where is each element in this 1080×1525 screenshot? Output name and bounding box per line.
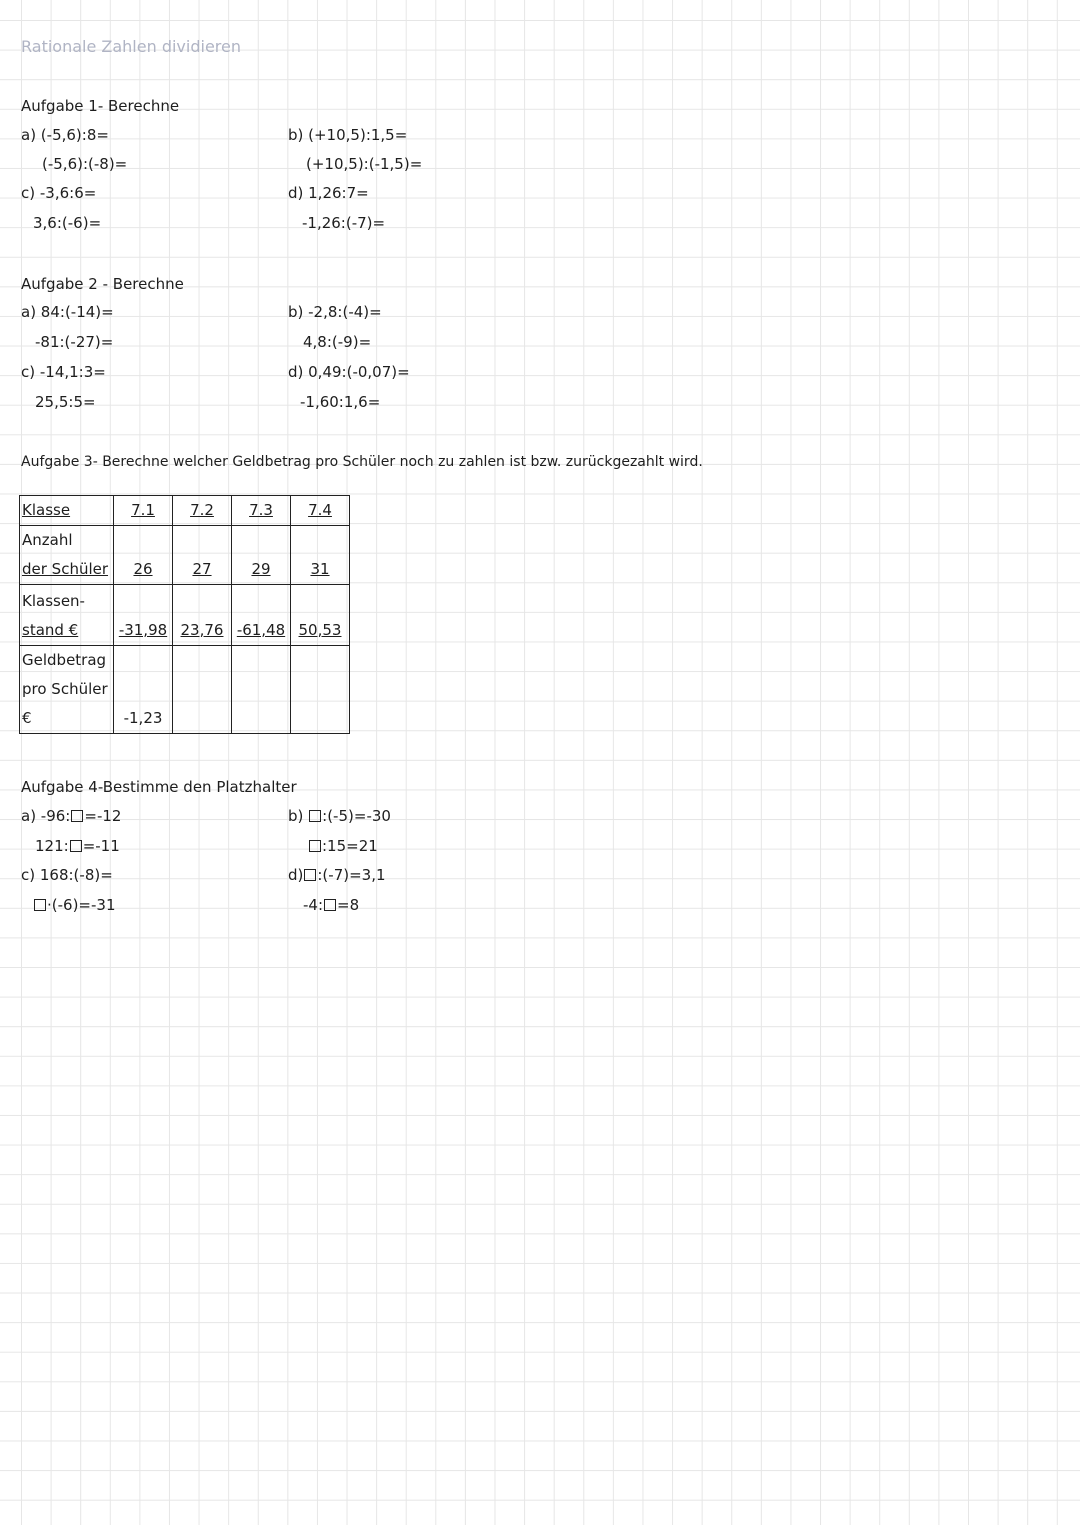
cell-betrag-4	[291, 646, 350, 734]
task4-d1: d) :(-7)=3,1	[288, 866, 386, 884]
placeholder-box-icon	[71, 810, 83, 822]
task1-c1: c) -3,6:6=	[21, 184, 97, 202]
task1-d1: d) 1,26:7=	[288, 184, 369, 202]
page-title: Rationale Zahlen dividieren	[21, 37, 241, 56]
task2-heading: Aufgabe 2 - Berechne	[21, 275, 184, 293]
task4-heading: Aufgabe 4-Bestimme den Platzhalter	[21, 778, 297, 796]
cell-anzahl-2: 27	[173, 526, 232, 585]
task1-a1: a) (-5,6):8=	[21, 126, 109, 144]
cell-stand-4: 50,53	[291, 585, 350, 646]
task4-c1: c) 168:(-8)=	[21, 866, 113, 884]
cell-anzahl-3: 29	[232, 526, 291, 585]
cell-klasse-2: 7.2	[173, 496, 232, 526]
row-label-geldbetrag: Geldbetrag pro Schüler €	[20, 646, 114, 734]
placeholder-box-icon	[34, 899, 46, 911]
task3-heading: Aufgabe 3- Berechne welcher Geldbetrag pro Schüler noch zu zahlen ist bzw. zurückgezahlt wird.	[21, 454, 703, 470]
cell-klasse-1: 7.1	[114, 496, 173, 526]
placeholder-box-icon	[324, 899, 336, 911]
cell-betrag-3	[232, 646, 291, 734]
cell-anzahl-4: 31	[291, 526, 350, 585]
task4-c2: ·(-6)=-31	[33, 896, 116, 914]
task2-c1: c) -14,1:3=	[21, 363, 106, 381]
table-row-anzahl	[20, 526, 350, 585]
table-row-klassenstand	[20, 585, 350, 646]
task4-a2: 121: =-11	[35, 837, 120, 855]
cell-stand-2: 23,76	[173, 585, 232, 646]
cell-stand-1: -31,98	[114, 585, 173, 646]
placeholder-box-icon	[304, 869, 316, 881]
task2-d2: -1,60:1,6=	[300, 393, 381, 411]
table-row-klasse	[20, 496, 350, 526]
cell-betrag-2	[173, 646, 232, 734]
task2-d1: d) 0,49:(-0,07)=	[288, 363, 410, 381]
cell-klasse-4: 7.4	[291, 496, 350, 526]
task2-a2: -81:(-27)=	[35, 333, 114, 351]
row-label-klasse: Klasse	[20, 496, 114, 526]
placeholder-box-icon	[70, 840, 82, 852]
cell-anzahl-1: 26	[114, 526, 173, 585]
task2-b2: 4,8:(-9)=	[303, 333, 372, 351]
task1-a2: (-5,6):(-8)=	[42, 155, 128, 173]
row-label-klassenstand: Klassen- stand €	[20, 585, 114, 646]
task1-b1: b) (+10,5):1,5=	[288, 126, 408, 144]
placeholder-box-icon	[309, 840, 321, 852]
table-row-geldbetrag	[20, 646, 350, 734]
task1-heading: Aufgabe 1- Berechne	[21, 97, 180, 115]
task4-b2: :15=21	[308, 837, 378, 855]
task1-c2: 3,6:(-6)=	[33, 214, 102, 232]
task1-b2: (+10,5):(-1,5)=	[306, 155, 423, 173]
class-money-table	[19, 495, 350, 734]
row-label-anzahl: Anzahl der Schüler	[20, 526, 114, 585]
task2-c2: 25,5:5=	[35, 393, 96, 411]
task4-b1: b) :(-5)=-30	[288, 807, 391, 825]
task4-d2: -4: =8	[303, 896, 360, 914]
cell-betrag-1: -1,23	[114, 646, 173, 734]
placeholder-box-icon	[309, 810, 321, 822]
cell-klasse-3: 7.3	[232, 496, 291, 526]
task1-d2: -1,26:(-7)=	[302, 214, 386, 232]
task2-a1: a) 84:(-14)=	[21, 303, 114, 321]
task2-b1: b) -2,8:(-4)=	[288, 303, 382, 321]
task4-a1: a) -96: =-12	[21, 807, 122, 825]
cell-stand-3: -61,48	[232, 585, 291, 646]
